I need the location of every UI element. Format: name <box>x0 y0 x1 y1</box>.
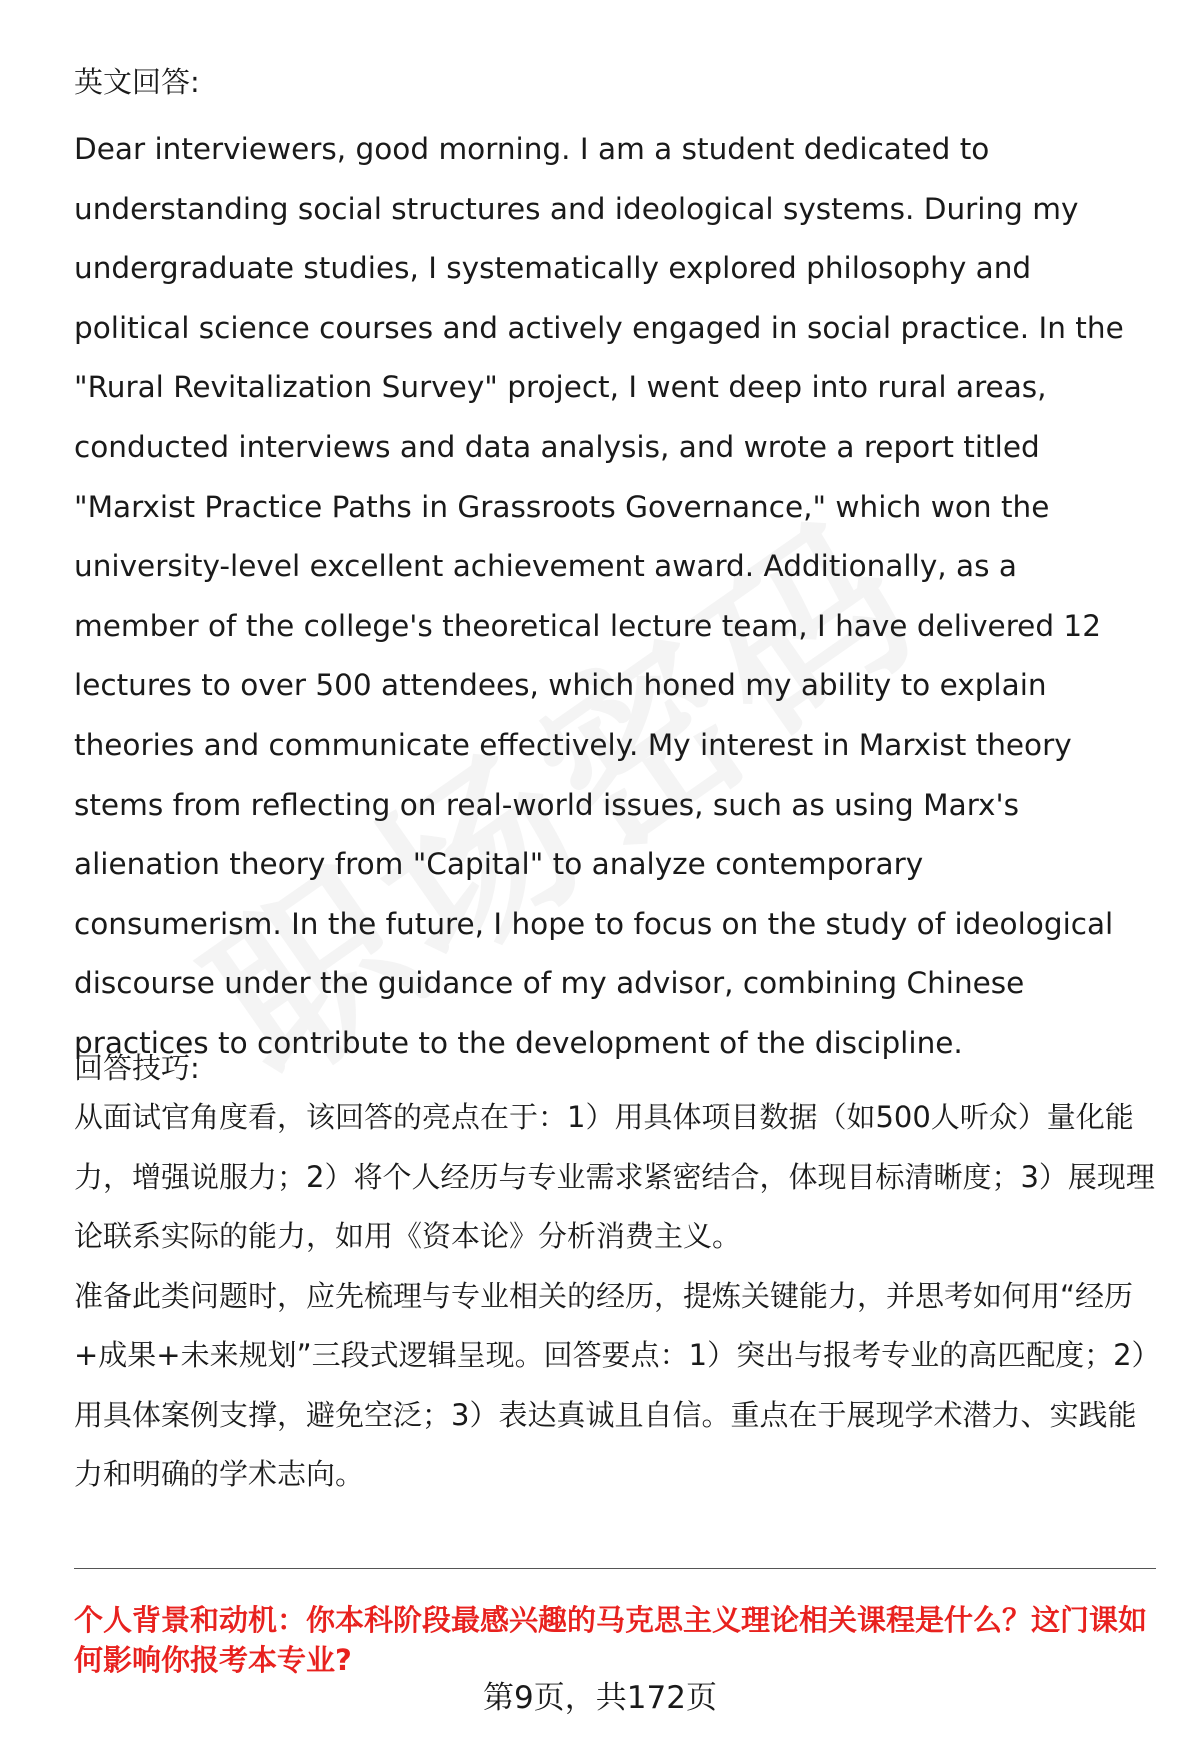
tips-paragraph: 准备此类问题时，应先梳理与专业相关的经历，提炼关键能力，并思考如何用“经历+成果+未来规划”三段式逻辑呈现。回答要点：1）突出与报考专业的高匹配度；2）用具体案例支撑，避免空泛；3）表达真诚且自信。重点在于展现学术潜力、实践能力和明确的学术志向。 <box>74 1278 1161 1491</box>
tips-paragraph: 从面试官角度看，该回答的亮点在于：1）用具体项目数据（如500人听众）量化能力，增强说服力；2）将个人经历与专业需求紧密结合，体现目标清晰度；3）展现理论联系实际的能力，如用《资本论》分析消费主义。 <box>74 1100 1155 1253</box>
answer-tips-label: 回答技巧: <box>74 1051 200 1085</box>
section-divider <box>74 1568 1156 1569</box>
english-answer-text: Dear interviewers, good morning. I am a student dedicated to understanding social structures and ideological systems. During my undergraduate studies, I systematically explored philosophy and political science courses and actively engaged in social practice. In the "Rural Revitalization Survey" project, I went deep into rural areas, conducted interviews and data analysis, and wrote a report titled "Marxist Practice Paths in Grassroots Governance," which won the university-level excellent achievement award. Additionally, as a member of the college's theoretical lecture team, I have delivered 12 lectures to over 500 attendees, which honed my ability to explain theories and communicate effectively. My interest in Marxist theory stems from reflecting on real-world issues, such as using Marx's alienation theory from "Capital" to analyze contemporary consumerism. In the future, I hope to focus on the study of ideological discourse under the guidance of my advisor, combining Chinese practices to contribute to the development of the discipline. <box>74 132 1124 1060</box>
next-question-heading: 个人背景和动机：你本科阶段最感兴趣的马克思主义理论相关课程是什么？这门课如何影响你报考本专业? <box>74 1603 1148 1677</box>
page-number: 第9页，共172页 <box>483 1680 717 1716</box>
answer-tips-body <box>74 1088 1164 1505</box>
english-answer-label: 英文回答: <box>74 65 200 99</box>
